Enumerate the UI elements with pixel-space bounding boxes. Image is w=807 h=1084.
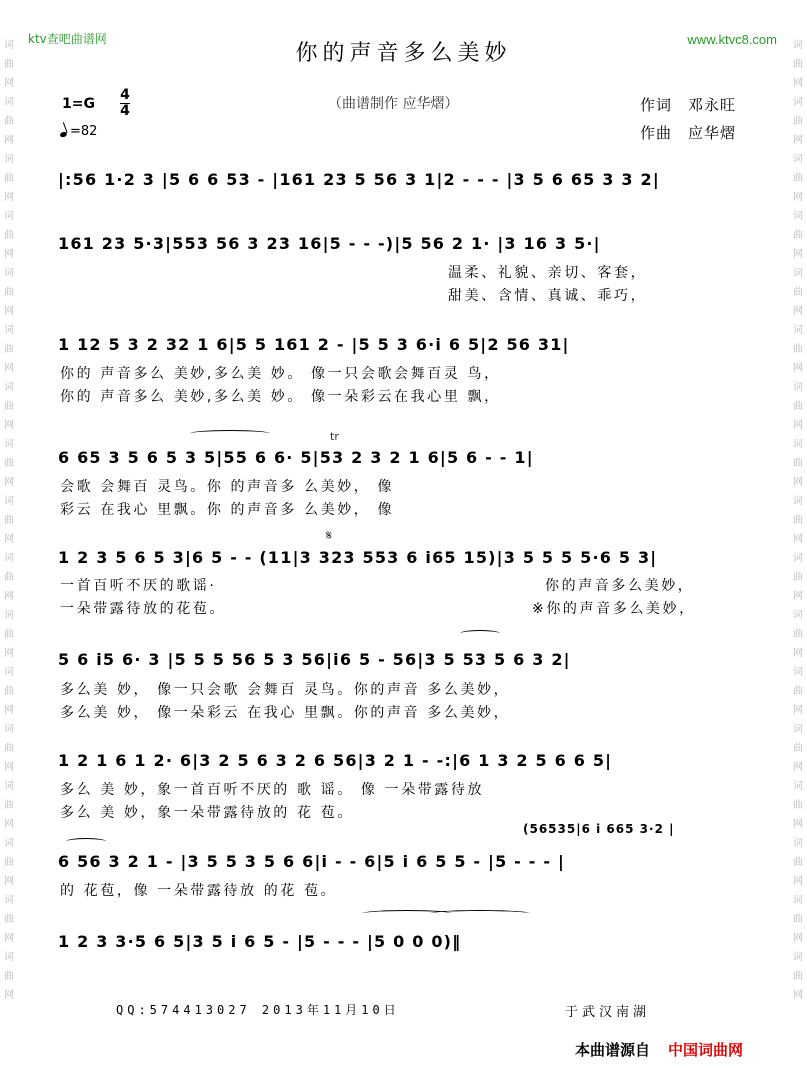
watermark-char: 网 bbox=[4, 762, 14, 773]
watermark-char: 词 bbox=[4, 382, 14, 393]
right-watermark-strip bbox=[791, 40, 805, 1002]
watermark-char: 网 bbox=[793, 819, 803, 830]
watermark-char: 网 bbox=[4, 933, 14, 944]
slur-mark bbox=[430, 910, 530, 917]
watermark-char: 曲 bbox=[4, 401, 14, 412]
watermark-char: 曲 bbox=[793, 971, 803, 982]
watermark-char: 曲 bbox=[4, 458, 14, 469]
notation-row-3: 1 12 5 3 2 32 1 6|5 5 161 2 - |5 5 3 6·i 6 5|2 56 31| bbox=[58, 335, 570, 354]
watermark-char: 词 bbox=[793, 382, 803, 393]
watermark-char: 词 bbox=[793, 724, 803, 735]
key-signature: 1=G bbox=[62, 96, 95, 112]
footer-place: 于武汉南湖 bbox=[565, 1005, 651, 1020]
watermark-char: 词 bbox=[793, 154, 803, 165]
watermark-char: 词 bbox=[793, 781, 803, 792]
watermark-char: 曲 bbox=[793, 116, 803, 127]
watermark-char: 词 bbox=[4, 952, 14, 963]
slur-mark bbox=[460, 630, 500, 637]
lyric-row-3-verse-2: 你的 声音多么 美妙,多么美 妙。 像一朵彩云在我心里 飘， bbox=[60, 389, 501, 405]
watermark-char: 词 bbox=[4, 667, 14, 678]
notation-row-1: |:56 1·2 3 |5 6 6 53 - |161 23 5 56 3 1|2 - - - |3 5 6 65 3 3 2| bbox=[58, 170, 660, 189]
watermark-char: 网 bbox=[4, 477, 14, 488]
watermark-char: 词 bbox=[4, 97, 14, 108]
watermark-char: 曲 bbox=[793, 572, 803, 583]
watermark-char: 词 bbox=[4, 211, 14, 222]
watermark-char: 网 bbox=[4, 819, 14, 830]
composer-credit: 作曲 应华熠 bbox=[640, 124, 737, 142]
source-label: 本曲谱源自 bbox=[575, 1041, 651, 1059]
watermark-char: 词 bbox=[793, 211, 803, 222]
notation-row-6: 5 6 i5 6· 3 |5 5 5 56 5 3 56|i6 5 - 56|3 5 53 5 6 3 2| bbox=[58, 650, 571, 669]
watermark-char: 曲 bbox=[4, 572, 14, 583]
watermark-char: 网 bbox=[793, 306, 803, 317]
watermark-char: 词 bbox=[793, 97, 803, 108]
lyric-row-7-verse-1: 多么 美 妙，象一首百听不厌的 歌 谣。 像 一朵带露待放 bbox=[60, 782, 485, 798]
watermark-char: 曲 bbox=[4, 344, 14, 355]
watermark-char: 词 bbox=[4, 496, 14, 507]
notation-row-8: 6 56 3 2 1 - |3 5 5 3 5 6 6|i - - 6|5 i 6 5 5 - |5 - - - | bbox=[58, 852, 566, 871]
watermark-char: 网 bbox=[4, 876, 14, 887]
watermark-char: 曲 bbox=[4, 173, 14, 184]
watermark-char: 网 bbox=[4, 591, 14, 602]
lyric-row-6-verse-1: 多么美 妙， 像一只会歌 会舞百 灵鸟。你的声音 多么美妙， bbox=[60, 682, 511, 698]
watermark-char: 词 bbox=[793, 40, 803, 51]
watermark-char: 网 bbox=[793, 135, 803, 146]
watermark-char: 曲 bbox=[4, 116, 14, 127]
trill-mark: tr bbox=[330, 430, 339, 443]
watermark-char: 曲 bbox=[793, 515, 803, 526]
lyric-row-5-right-verse-2: ※你的声音多么美妙， bbox=[532, 601, 696, 617]
watermark-char: 网 bbox=[4, 78, 14, 89]
watermark-char: 网 bbox=[4, 306, 14, 317]
watermark-char: 曲 bbox=[4, 914, 14, 925]
watermark-char: 网 bbox=[793, 78, 803, 89]
watermark-char: 词 bbox=[793, 838, 803, 849]
watermark-char: 词 bbox=[793, 325, 803, 336]
accompaniment-fill: (56535|6 i 665 3·2 | bbox=[523, 822, 675, 836]
watermark-char: 词 bbox=[793, 439, 803, 450]
notation-row-4: 6 65 3 5 6 5 3 5|55 6 6· 5|53 2 3 2 1 6|5 6 - - 1| bbox=[58, 448, 534, 467]
watermark-char: 曲 bbox=[793, 401, 803, 412]
watermark-char: 网 bbox=[793, 249, 803, 260]
watermark-char: 网 bbox=[4, 534, 14, 545]
song-title: 你的声音多么美妙 bbox=[295, 41, 512, 66]
source-site-left: ktv查吧曲谱网 bbox=[28, 32, 107, 46]
watermark-char: 网 bbox=[793, 990, 803, 1001]
watermark-char: 词 bbox=[4, 838, 14, 849]
watermark-char: 词 bbox=[4, 154, 14, 165]
lyric-row-3-verse-1: 你的 声音多么 美妙,多么美 妙。 像一只会歌会舞百灵 鸟， bbox=[60, 366, 501, 382]
watermark-char: 网 bbox=[4, 705, 14, 716]
watermark-char: 曲 bbox=[793, 458, 803, 469]
footer-qq-date: QQ:574413027 2013年11月10日 bbox=[116, 1003, 400, 1017]
lyric-row-5-verse-2: 一朵带露待放的花苞。 bbox=[60, 601, 226, 617]
lyric-row-2-verse-1: 温柔、礼貌、亲切、客套， bbox=[448, 265, 648, 281]
watermark-char: 曲 bbox=[793, 743, 803, 754]
lyric-row-5-right-verse-1: 你的声音多么美妙， bbox=[545, 578, 695, 594]
watermark-char: 词 bbox=[4, 610, 14, 621]
watermark-char: 网 bbox=[793, 477, 803, 488]
lyric-row-8-verse-1: 的 花苞，像 一朵带露待放 的花 苞。 bbox=[60, 883, 338, 899]
watermark-char: 网 bbox=[4, 363, 14, 374]
watermark-char: 网 bbox=[4, 135, 14, 146]
watermark-char: 词 bbox=[793, 895, 803, 906]
watermark-char: 词 bbox=[4, 781, 14, 792]
watermark-char: 词 bbox=[793, 268, 803, 279]
tempo-value: =82 bbox=[70, 124, 98, 139]
source-credit bbox=[575, 1039, 743, 1060]
watermark-char: 网 bbox=[4, 420, 14, 431]
watermark-char: 网 bbox=[4, 990, 14, 1001]
watermark-char: 词 bbox=[4, 724, 14, 735]
watermark-char: 词 bbox=[793, 553, 803, 564]
watermark-char: 网 bbox=[793, 648, 803, 659]
watermark-char: 词 bbox=[793, 610, 803, 621]
watermark-char: 曲 bbox=[4, 629, 14, 640]
meter-bottom: 4 bbox=[120, 103, 130, 119]
watermark-char: 词 bbox=[793, 667, 803, 678]
watermark-char: 曲 bbox=[4, 743, 14, 754]
left-watermark-strip bbox=[2, 40, 16, 1002]
watermark-char: 曲 bbox=[4, 230, 14, 241]
watermark-char: 曲 bbox=[793, 914, 803, 925]
segno-sign: 𝄋 bbox=[326, 528, 333, 544]
quarter-note-icon bbox=[59, 131, 67, 138]
watermark-char: 词 bbox=[793, 952, 803, 963]
score-maker: （曲谱制作 应华熠） bbox=[328, 96, 459, 112]
watermark-char: 网 bbox=[793, 762, 803, 773]
meter-top: 4 bbox=[120, 87, 130, 103]
watermark-char: 词 bbox=[4, 268, 14, 279]
watermark-char: 曲 bbox=[793, 230, 803, 241]
watermark-char: 网 bbox=[793, 591, 803, 602]
notation-row-2: 161 23 5·3|553 56 3 23 16|5 - - -)|5 56 2 1· |3 16 3 5·| bbox=[58, 234, 601, 253]
notation-row-5: 1 2 3 5 6 5 3|6 5 - - (11|3 323 553 6 i65 15)|3 5 5 5 5·6 5 3| bbox=[58, 548, 658, 567]
notation-row-7: 1 2 1 6 1 2· 6|3 2 5 6 3 2 6 56|3 2 1 - -:|6 1 3 2 5 6 6 5| bbox=[58, 751, 613, 770]
watermark-char: 词 bbox=[793, 496, 803, 507]
watermark-char: 曲 bbox=[793, 629, 803, 640]
watermark-char: 网 bbox=[793, 876, 803, 887]
source-site-link[interactable]: 中国词曲网 bbox=[668, 1041, 744, 1059]
lyric-row-7-verse-2: 多么 美 妙，象一朵带露待放的 花 苞。 bbox=[60, 805, 354, 821]
lyricist-credit: 作词 邓永旺 bbox=[640, 96, 737, 114]
lyric-row-2-verse-2: 甜美、含情、真诚、乖巧， bbox=[448, 288, 648, 304]
watermark-char: 曲 bbox=[793, 857, 803, 868]
watermark-char: 曲 bbox=[793, 800, 803, 811]
watermark-char: 曲 bbox=[4, 515, 14, 526]
watermark-char: 网 bbox=[793, 705, 803, 716]
watermark-char: 曲 bbox=[4, 287, 14, 298]
watermark-char: 词 bbox=[4, 325, 14, 336]
watermark-char: 曲 bbox=[4, 800, 14, 811]
watermark-char: 词 bbox=[4, 895, 14, 906]
watermark-char: 曲 bbox=[4, 686, 14, 697]
watermark-char: 网 bbox=[793, 192, 803, 203]
watermark-char: 词 bbox=[4, 439, 14, 450]
watermark-char: 曲 bbox=[4, 857, 14, 868]
tempo-marking bbox=[60, 124, 97, 139]
watermark-char: 网 bbox=[793, 363, 803, 374]
lyric-row-4-verse-2: 彩云 在我心 里飘。你 的声音多 么美妙， 像 bbox=[60, 502, 395, 518]
watermark-char: 曲 bbox=[793, 287, 803, 298]
watermark-char: 曲 bbox=[793, 344, 803, 355]
watermark-char: 曲 bbox=[4, 971, 14, 982]
lyric-row-4-verse-1: 会歌 会舞百 灵鸟。你 的声音多 么美妙， 像 bbox=[60, 479, 395, 495]
time-signature bbox=[118, 88, 132, 119]
watermark-char: 网 bbox=[4, 249, 14, 260]
watermark-char: 网 bbox=[793, 534, 803, 545]
source-site-right: www.ktvc8.com bbox=[687, 32, 777, 47]
watermark-char: 网 bbox=[4, 648, 14, 659]
watermark-char: 网 bbox=[793, 420, 803, 431]
lyric-row-5-verse-1: 一首百听不厌的歌谣· bbox=[60, 578, 217, 594]
watermark-char: 词 bbox=[4, 553, 14, 564]
watermark-char: 网 bbox=[793, 933, 803, 944]
watermark-char: 词 bbox=[4, 40, 14, 51]
watermark-char: 曲 bbox=[793, 686, 803, 697]
lyric-row-6-verse-2: 多么美 妙， 像一朵彩云 在我心 里飘。你的声音 多么美妙， bbox=[60, 705, 511, 721]
watermark-char: 曲 bbox=[793, 173, 803, 184]
watermark-char: 曲 bbox=[793, 59, 803, 70]
notation-row-9: 1 2 3 3·5 6 5|3 5 i 6 5 - |5 - - - |5 0 0 0)‖ bbox=[58, 932, 462, 951]
watermark-char: 网 bbox=[4, 192, 14, 203]
slur-mark bbox=[190, 430, 270, 437]
watermark-char: 曲 bbox=[4, 59, 14, 70]
slur-mark bbox=[66, 838, 106, 845]
